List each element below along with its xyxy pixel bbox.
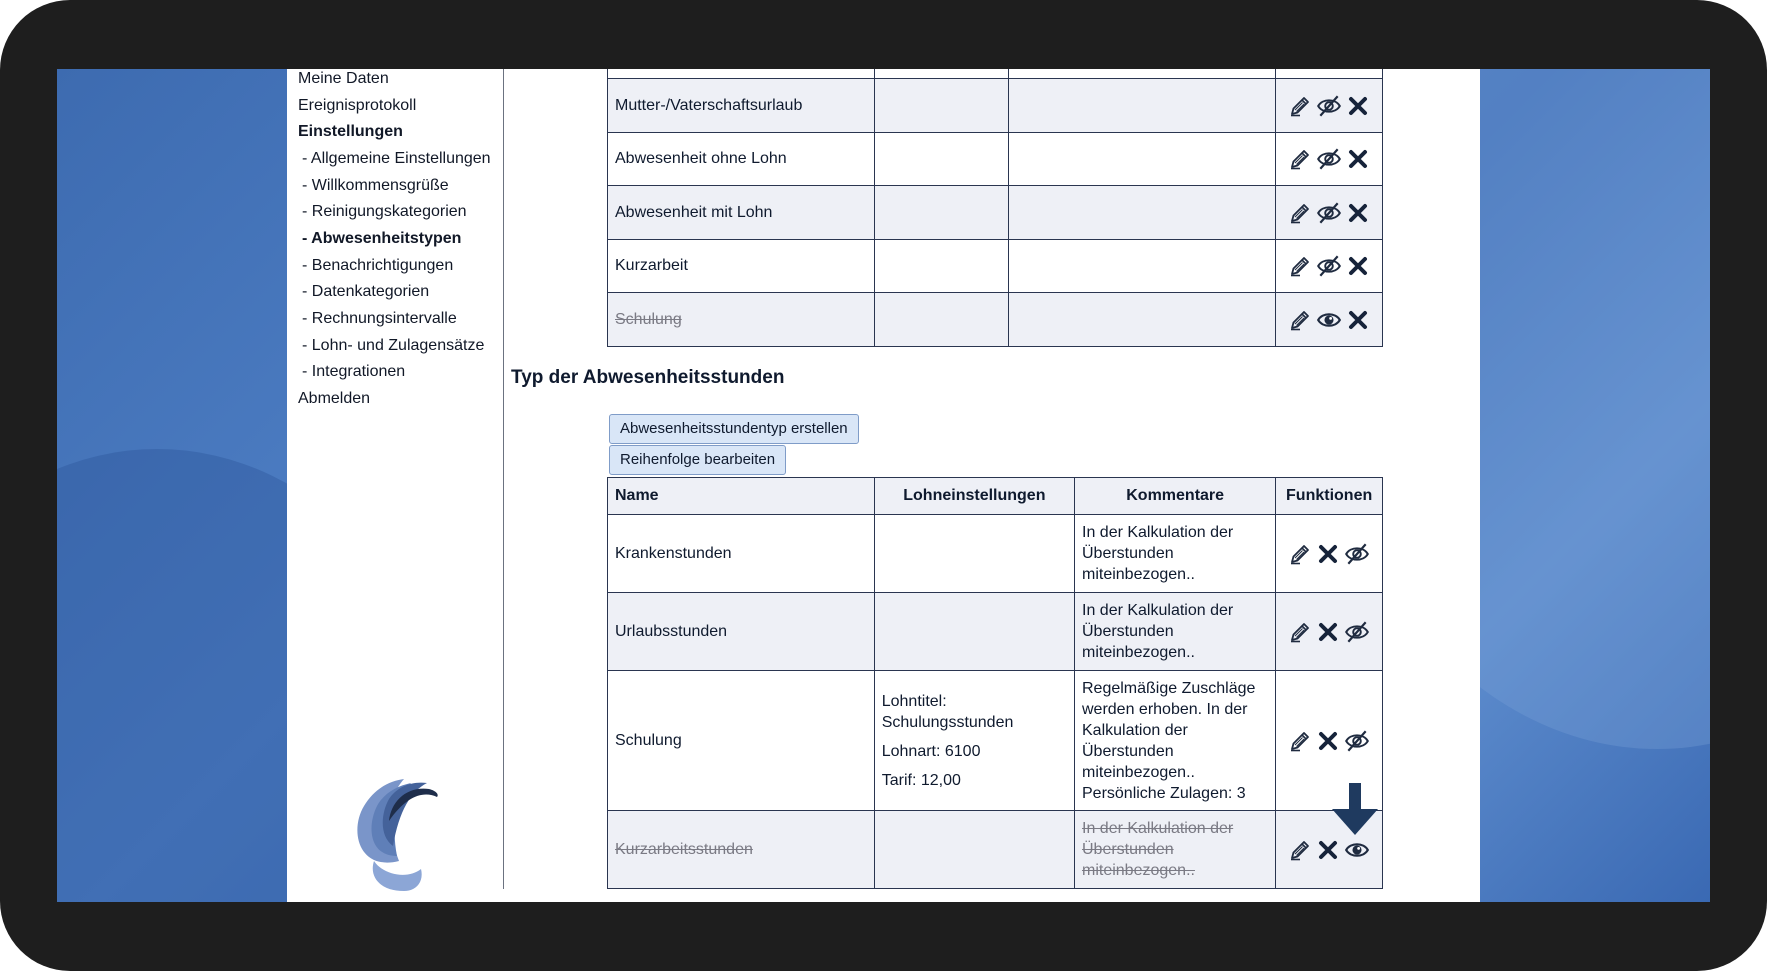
nav-abwesenheitstypen[interactable]: - Abwesenheitstypen	[302, 230, 462, 247]
hide-eye-off-icon[interactable]	[1316, 253, 1342, 279]
table-row	[608, 671, 1383, 811]
nav-reinigungskategorien[interactable]: - Reinigungskategorien	[302, 203, 467, 220]
edit-pencil-icon[interactable]	[1288, 308, 1312, 332]
edit-pencil-icon[interactable]	[1288, 838, 1312, 862]
delete-x-icon[interactable]	[1316, 620, 1340, 644]
table-row	[608, 69, 1383, 79]
hours-type-comment: Regelmäßige Zuschläge werden erhoben. In der Kalkulation der Überstunden miteinbezogen.. Persönliche Zulagen: 3	[1075, 671, 1276, 811]
hide-eye-off-icon[interactable]	[1316, 146, 1342, 172]
edit-pencil-icon[interactable]	[1288, 254, 1312, 278]
hours-type-name: Krankenstunden	[608, 515, 875, 593]
delete-x-icon[interactable]	[1346, 147, 1370, 171]
hours-type-comment: In der Kalkulation der Überstunden miteinbezogen..	[1075, 593, 1276, 671]
app-window	[287, 69, 1480, 902]
hide-eye-off-icon[interactable]	[1344, 728, 1370, 754]
nav-willkommensgruesse[interactable]: - Willkommensgrüße	[302, 177, 449, 194]
absence-type-name: Abwesenheit ohne Lohn	[608, 133, 875, 186]
absence-hours-table	[607, 477, 1383, 889]
delete-x-icon[interactable]	[1316, 838, 1340, 862]
highlight-arrow-down-icon	[1330, 783, 1380, 838]
nav-abmelden[interactable]: Abmelden	[298, 390, 371, 407]
delete-x-icon[interactable]	[1316, 542, 1340, 566]
absence-type-name: Abwesenheit mit Lohn	[608, 186, 875, 240]
nav-allgemeine-einstellungen[interactable]: - Allgemeine Einstellungen	[302, 150, 491, 167]
table-row	[608, 593, 1383, 671]
nav-ereignisprotokoll[interactable]: Ereignisprotokoll	[298, 97, 417, 114]
column-header-wage: Lohneinstellungen	[874, 478, 1074, 515]
create-absence-hours-type-button[interactable]: Abwesenheitsstundentyp erstellen	[609, 414, 859, 444]
table-row	[608, 240, 1383, 293]
sidebar-nav	[287, 69, 504, 889]
hours-type-wage-settings: Lohntitel: Schulungsstunden Lohnart: 6100 Tarif: 12,00	[874, 671, 1074, 811]
hours-type-comment-hidden: In der Kalkulation der Überstunden miteinbezogen..	[1075, 811, 1276, 889]
hide-eye-off-icon[interactable]	[1316, 200, 1342, 226]
hours-type-comment: In der Kalkulation der Überstunden miteinbezogen..	[1075, 515, 1276, 593]
delete-x-icon[interactable]	[1346, 94, 1370, 118]
delete-x-icon[interactable]	[1346, 201, 1370, 225]
column-header-name: Name	[608, 478, 875, 515]
edit-pencil-icon[interactable]	[1288, 542, 1312, 566]
hours-type-name: Urlaubsstunden	[608, 593, 875, 671]
hide-eye-off-icon[interactable]	[1316, 93, 1342, 119]
absence-type-name: Mutter-/Vaterschaftsurlaub	[608, 79, 875, 133]
hide-eye-off-icon[interactable]	[1344, 619, 1370, 645]
edit-pencil-icon[interactable]	[1288, 201, 1312, 225]
delete-x-icon[interactable]	[1316, 729, 1340, 753]
table-row	[608, 79, 1383, 133]
delete-x-icon[interactable]	[1346, 308, 1370, 332]
hours-type-name: Schulung	[608, 671, 875, 811]
absence-type-name-hidden: Schulung	[608, 293, 875, 347]
nav-integrationen[interactable]: - Integrationen	[302, 363, 406, 380]
company-logo	[329, 751, 449, 901]
hours-type-name-hidden: Kurzarbeitsstunden	[608, 811, 875, 889]
show-eye-icon[interactable]	[1316, 307, 1342, 333]
show-eye-icon[interactable]	[1344, 837, 1370, 863]
column-header-functions: Funktionen	[1276, 478, 1383, 515]
edit-order-button[interactable]: Reihenfolge bearbeiten	[609, 445, 786, 475]
column-header-comments: Kommentare	[1075, 478, 1276, 515]
nav-benachrichtigungen[interactable]: - Benachrichtigungen	[302, 257, 454, 274]
edit-pencil-icon[interactable]	[1288, 729, 1312, 753]
nav-datenkategorien[interactable]: - Datenkategorien	[302, 283, 430, 300]
nav-lohn-und-zulagensaetze[interactable]: - Lohn- und Zulagensätze	[302, 337, 485, 354]
hide-eye-off-icon[interactable]	[1344, 541, 1370, 567]
delete-x-icon[interactable]	[1346, 254, 1370, 278]
table-header-row	[608, 478, 1383, 515]
table-row	[608, 186, 1383, 240]
table-row	[608, 811, 1383, 889]
edit-pencil-icon[interactable]	[1288, 620, 1312, 644]
absence-type-name: Kurzarbeit	[608, 240, 875, 293]
section-title: Typ der Abwesenheitsstunden	[511, 367, 785, 388]
nav-einstellungen[interactable]: Einstellungen	[298, 123, 403, 140]
table-row	[608, 133, 1383, 186]
edit-pencil-icon[interactable]	[1288, 147, 1312, 171]
absence-types-table	[607, 69, 1383, 347]
table-row	[608, 293, 1383, 347]
nav-meine-daten[interactable]: Meine Daten	[298, 70, 389, 87]
table-row	[608, 515, 1383, 593]
edit-pencil-icon[interactable]	[1288, 94, 1312, 118]
nav-rechnungsintervalle[interactable]: - Rechnungsintervalle	[302, 310, 457, 327]
